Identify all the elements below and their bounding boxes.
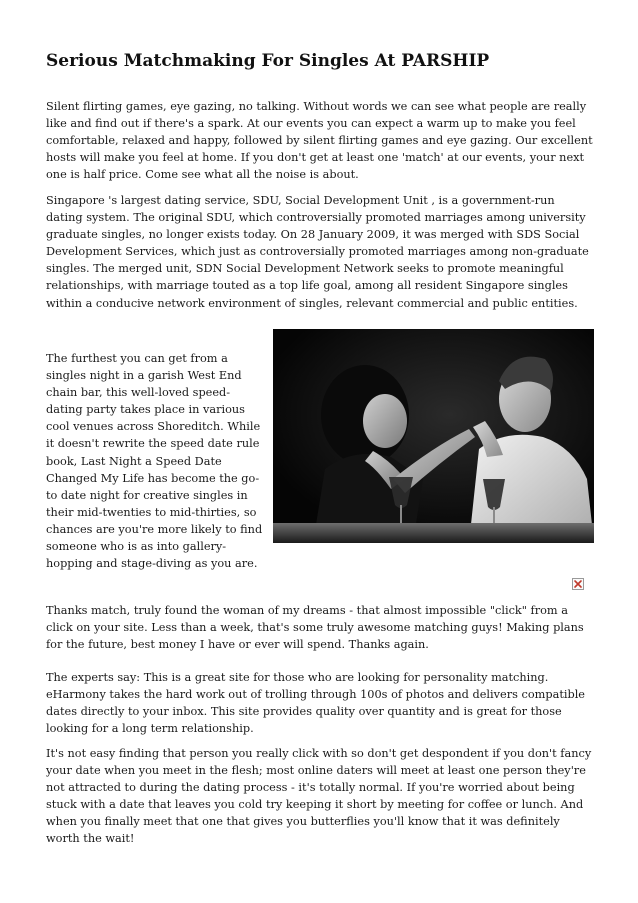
close-icon [573,579,583,589]
paragraph-text: It's not easy finding that person you really click with so don't get despondent if you don't fancy your date when you meet in the flesh; most online daters will meet at least one person they're not attracted to during the dating process - it's totally normal. If you're worried about being stuck with a date that leaves you cold try keeping it short by meeting for coffee or lunch. And when you finally meet that one that gives you butterflies you'll know that it was definitely worth the wait! [46,747,592,846]
paragraph-silent-flirting [46,98,594,183]
paragraph-speed-dating [46,350,266,572]
paragraph-advice [46,745,594,848]
paragraph-text: Thanks match, truly found the woman of my dreams - that almost impossible "click" from a click on your site. Less than a week, that's some truly awesome matching guys! Making plans for the future, best money I have or ever will spend. Thanks again. [46,604,584,652]
paragraph-experts [46,669,594,737]
paragraph-text: The experts say: This is a great site for those who are looking for personality matching. eHarmony takes the hard work out of trolling through 100s of photos and delivers compatible dates directly to your inbox. This site provides quality over quantity and is great for those looking for a long term relationship. [46,671,585,736]
paragraph-sdu [46,192,594,312]
couple-photo-illustration [273,329,594,543]
paragraph-text: The furthest you can get from a singles night in a garish West End chain bar, this well-loved speed-dating party takes place in various cool venues across Shoreditch. While it doesn't rewrite the speed date rule book, Last Night a Speed Date Changed My Life has become the go-to date night for creative singles in their mid-twenties to mid-thirties, so chances are you're more likely to find someone who is as into gallery-hopping and stage-diving as you are. [46,352,263,571]
document-title: Serious Matchmaking For Singles At PARSHIP [46,51,490,71]
paragraph-text: Silent flirting games, eye gazing, no talking. Without words we can see what people are really like and find out if there's a spark. At our events you can expect a warm up to make you feel comfortable, relaxed and happy, followed by silent flirting games and eye gazing. Our excellent hosts will make you feel at home. If you don't get at least one 'match' at our events, your next one is half price. Come see what all the noise is about. [46,100,593,182]
couple-photo [273,329,594,543]
paragraph-text: Singapore 's largest dating service, SDU, Social Development Unit , is a government-run dating system. The original SDU, which controversially promoted marriages among university graduate singles, no longer exists today. On 28 January 2009, it was merged with SDS Social Development Services, which just as controversially promoted marriages among non-graduate singles. The merged unit, SDN Social Development Network seeks to promote meaningful relationships, with marriage touted as a top life goal, among all resident Singapore singles within a conducive network environment of singles, relevant commercial and public entities. [46,194,589,310]
paragraph-testimonial [46,602,594,653]
broken-image-icon [572,578,584,590]
